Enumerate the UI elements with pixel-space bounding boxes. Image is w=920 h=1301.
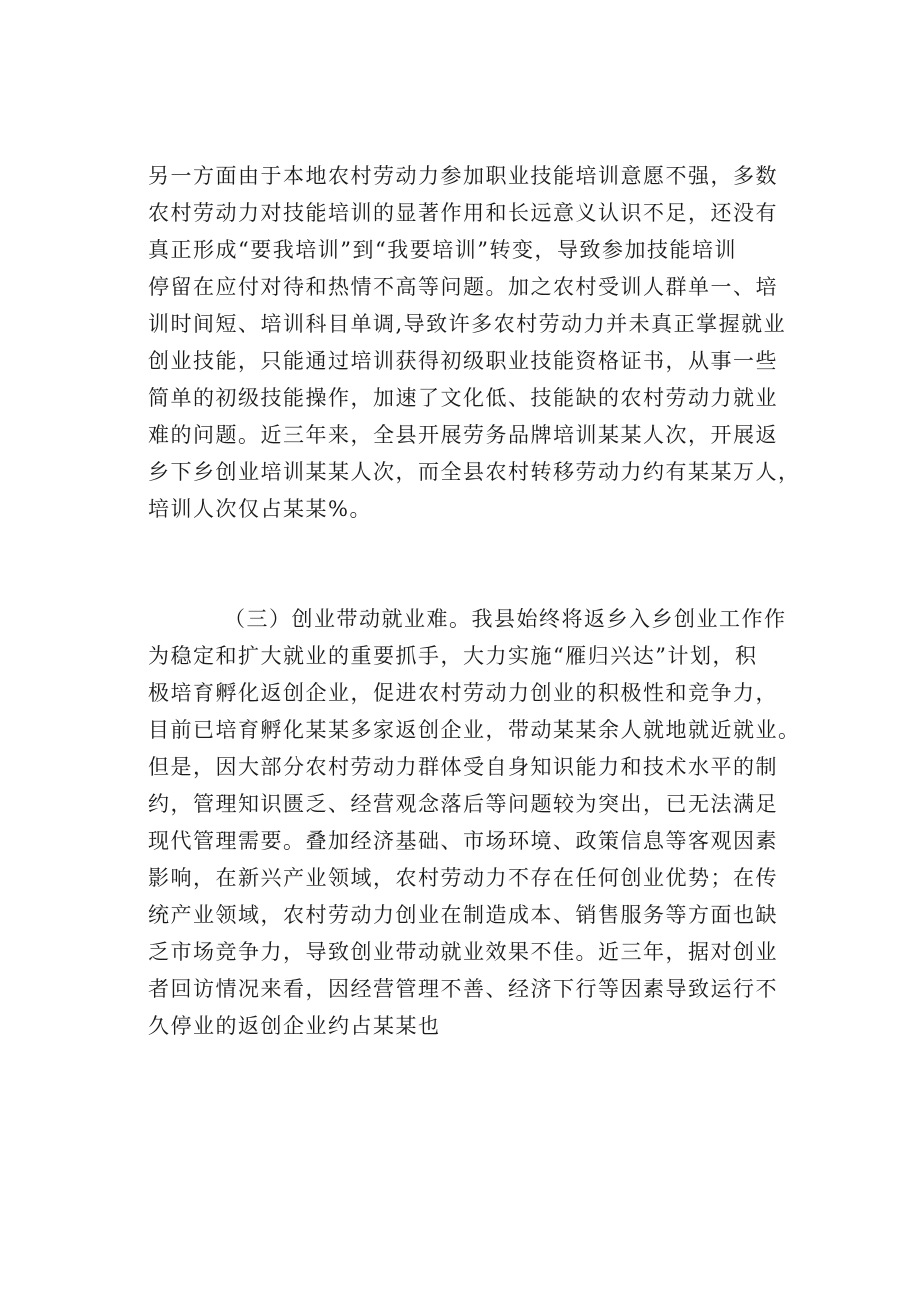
paragraph-line: 乡下乡创业培训某某人次，而全县农村转移劳动力约有某某万人，: [148, 460, 801, 484]
section-heading-line: （三）创业带动就业难。我县始终将返乡入乡创业工作作: [224, 607, 787, 631]
paragraph-line: 农村劳动力对技能培训的显著作用和长远意义认识不足，还没有: [148, 201, 778, 225]
paragraph-line: 为稳定和扩大就业的重要抓手，大力实施“雁归兴达”计划，积: [148, 644, 758, 668]
paragraph-line: 训时间短、培训科目单调,导致许多农村劳动力并未真正掌握就业: [148, 312, 787, 336]
paragraph-line: 但是，因大部分农村劳动力群体受自身知识能力和技术水平的制: [148, 755, 778, 779]
paragraph-line: 另一方面由于本地农村劳动力参加职业技能培训意愿不强，多数: [148, 164, 778, 188]
paragraph-line: 培训人次仅占某某%。: [148, 497, 372, 521]
paragraph-line: 难的问题。近三年来，全县开展劳务品牌培训某某人次，开展返: [148, 423, 778, 447]
paragraph-training-issues: [148, 158, 801, 528]
paragraph-entrepreneurship-issues: [148, 601, 801, 1045]
paragraph-line: 者回访情况来看，因经营管理不善、经济下行等因素导致运行不: [148, 977, 778, 1001]
paragraph-line: 乏市场竞争力，导致创业带动就业效果不佳。近三年，据对创业: [148, 940, 778, 964]
paragraph-line: 影响，在新兴产业领域，农村劳动力不存在任何创业优势；在传: [148, 866, 778, 890]
paragraph-line: 目前已培育孵化某某多家返创企业，带动某某余人就地就近就业。: [148, 718, 801, 742]
paragraph-line: 创业技能，只能通过培训获得初级职业技能资格证书，从事一些: [148, 349, 778, 373]
paragraph-line: 统产业领域，农村劳动力创业在制造成本、销售服务等方面也缺: [148, 903, 778, 927]
paragraph-line: 现代管理需要。叠加经济基础、市场环境、政策信息等客观因素: [148, 829, 778, 853]
paragraph-line: 久停业的返创企业约占某某也: [148, 1014, 441, 1038]
paragraph-line: 极培育孵化返创企业，促进农村劳动力创业的积极性和竞争力，: [148, 681, 778, 705]
paragraph-line: 停留在应付对待和热情不高等问题。加之农村受训人群单一、培: [148, 275, 778, 299]
paragraph-line: 真正形成“要我培训”到“我要培训”转变，导致参加技能培训: [148, 238, 737, 262]
paragraph-line: 简单的初级技能操作，加速了文化低、技能缺的农村劳动力就业: [148, 386, 778, 410]
paragraph-line: 约，管理知识匮乏、经营观念落后等问题较为突出，已无法满足: [148, 792, 778, 816]
